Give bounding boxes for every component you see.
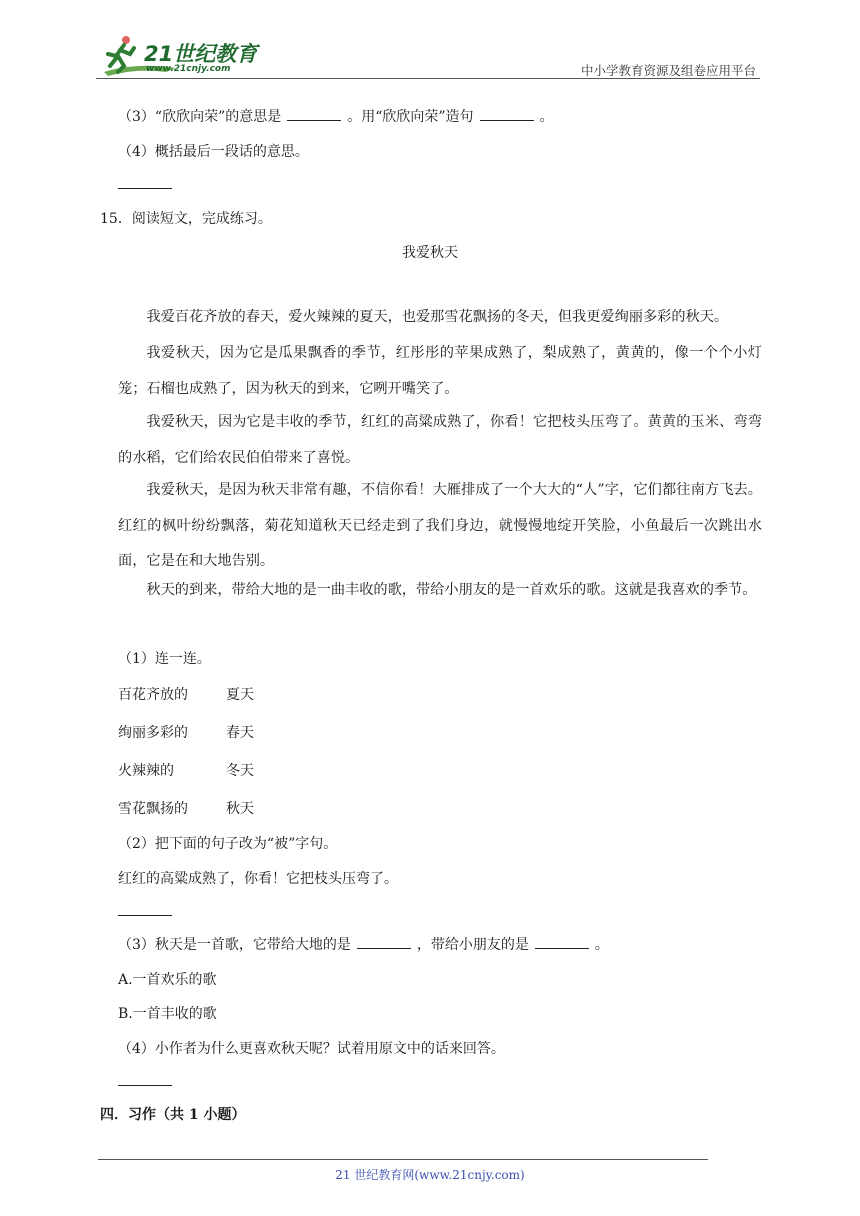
q14-item3: （3）“欣欣向荣”的意思是 。用“欣欣向荣”造句 。 xyxy=(118,109,554,125)
header-divider xyxy=(96,78,760,79)
passage-title: 我爱秋天 xyxy=(402,245,458,261)
passage-paragraph-5: 秋天的到来，带给大地的是一曲丰收的歌，带给小朋友的是一首欢乐的歌。这就是我喜欢的季节。 xyxy=(146,582,757,598)
passage-paragraph-2: 我爱秋天，因为它是瓜果飘香的季节，红彤彤的苹果成熟了，梨成熟了，黄黄的，像一个个小灯笼；石榴也成熟了，因为秋天的到来，它咧开嘴笑了。 xyxy=(118,345,762,397)
site-logo xyxy=(96,32,266,80)
match-right-item[interactable]: 春天 xyxy=(226,725,254,741)
option-b: B.一首丰收的歌 xyxy=(118,1006,217,1022)
answer-blank[interactable] xyxy=(535,936,589,949)
passage-paragraph-4: 我爱秋天，是因为秋天非常有趣，不信你看！大雁排成了一个大大的“人”字，它们都往南方飞去。红红的枫叶纷纷飘落，菊花知道秋天已经走到了我们身边，就慢慢地绽开笑脸，小鱼最后一次跳出水面，它是在和大地告别。 xyxy=(118,482,762,569)
match-left-item[interactable]: 火辣辣的 xyxy=(118,763,174,779)
footer-text[interactable]: 21 世纪教育网(www.21cnjy.com) xyxy=(335,1168,525,1182)
answer-line[interactable] xyxy=(118,188,172,189)
sub-question-3: （3）秋天是一首歌，它带给大地的是 ，带给小朋友的是 。 xyxy=(118,937,609,953)
answer-line[interactable] xyxy=(118,915,172,916)
passage-paragraph-1: 我爱百花齐放的春天，爱火辣辣的夏天，也爱那雪花飘扬的冬天，但我更爱绚丽多彩的秋天。 xyxy=(146,309,729,325)
passage-paragraph-3: 我爱秋天，因为它是丰收的季节，红红的高粱成熟了，你看！它把枝头压弯了。黄黄的玉米、弯弯的水稻，它们给农民伯伯带来了喜悦。 xyxy=(118,414,762,466)
sub-question-2-sentence: 红红的高粱成熟了，你看！它把枝头压弯了。 xyxy=(118,871,398,887)
sub-question-4: （4）小作者为什么更喜欢秋天呢？试着用原文中的话来回答。 xyxy=(118,1041,505,1057)
header-platform-text: 中小学教育资源及组卷应用平台 xyxy=(580,63,756,78)
answer-blank[interactable] xyxy=(480,108,534,121)
answer-blank[interactable] xyxy=(287,108,341,121)
match-right-item[interactable]: 夏天 xyxy=(226,687,254,703)
match-left-item[interactable]: 雪花飘扬的 xyxy=(118,801,188,817)
match-left-item[interactable]: 绚丽多彩的 xyxy=(118,725,188,741)
sub-question-1: （1）连一连。 xyxy=(118,651,211,667)
footer-divider xyxy=(98,1159,708,1160)
answer-line[interactable] xyxy=(118,1085,172,1086)
q14-item4: （4）概括最后一段话的意思。 xyxy=(118,144,309,160)
match-left-item[interactable]: 百花齐放的 xyxy=(118,687,188,703)
option-a: A.一首欢乐的歌 xyxy=(118,972,217,988)
logo-text: 21世纪教育 xyxy=(144,42,258,66)
section-4-heading: 四．习作（共 1 小题） xyxy=(100,1107,246,1123)
q15-stem: 15．阅读短文，完成练习。 xyxy=(100,211,272,227)
answer-blank[interactable] xyxy=(357,936,411,949)
match-right-item[interactable]: 秋天 xyxy=(226,801,254,817)
match-right-item[interactable]: 冬天 xyxy=(226,763,254,779)
sub-question-2: （2）把下面的句子改为“被”字句。 xyxy=(118,836,338,852)
logo-url: www.21cnjy.com xyxy=(146,64,231,74)
